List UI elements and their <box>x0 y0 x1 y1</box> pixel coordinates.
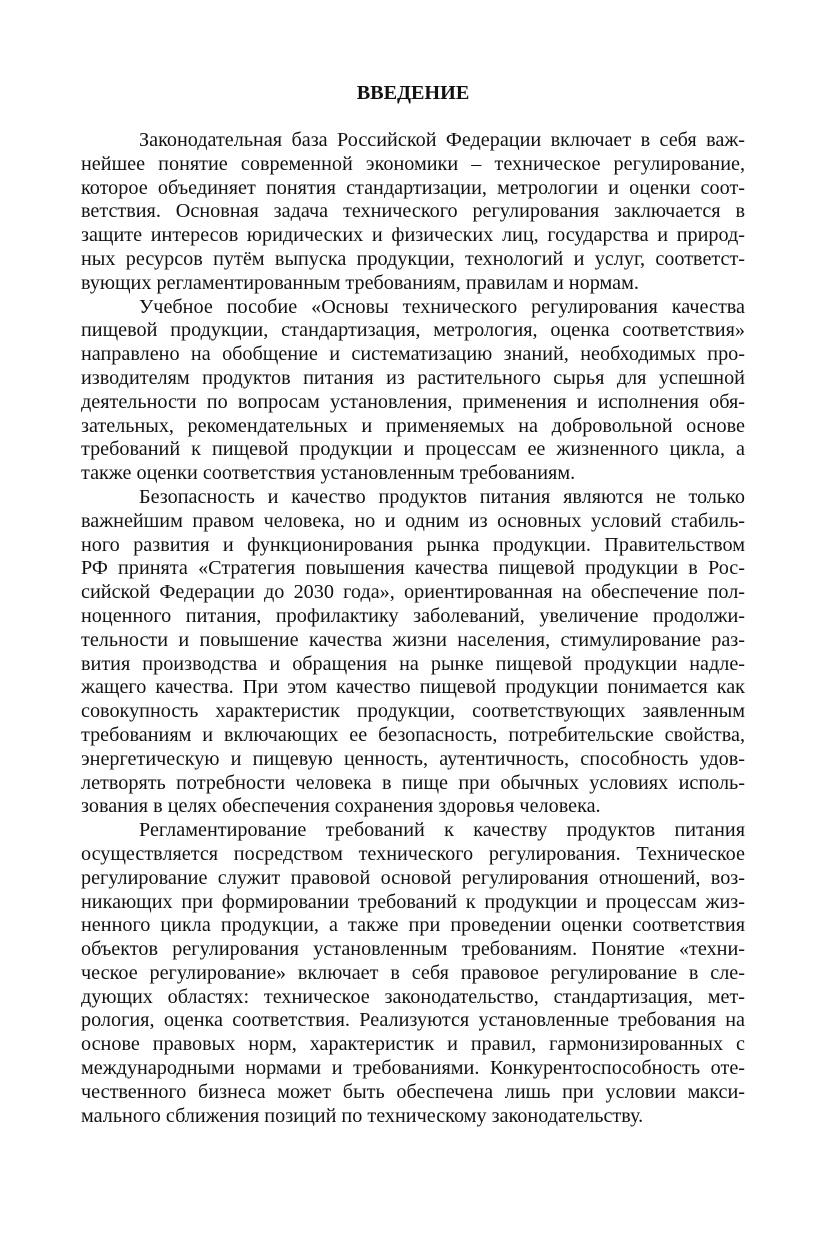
text-line: осуществляется посредством технического регулирования. Техническое <box>81 842 745 865</box>
document-body <box>81 129 745 1128</box>
text-line: мального сближения позиций по техническому законодательству. <box>81 1104 644 1127</box>
text-line: Безопасность и качество продуктов питания являются не только <box>139 485 745 508</box>
text-line: важнейшим правом человека, но и одним из основных условий стабиль- <box>81 509 745 532</box>
paragraph <box>81 296 745 486</box>
text-line: сийской Федерации до 2030 года», ориентированная на обеспечение пол- <box>81 581 745 604</box>
text-line: объектов регулирования установленным требованиям. Понятие «техни- <box>81 938 745 961</box>
text-line: никающих при формировании требований к продукции и процессам жиз- <box>81 890 745 913</box>
text-line: летворять потребности человека в пище при обычных условиях исполь- <box>81 771 745 794</box>
text-line: регулирование служит правовой основой регулирования отношений, воз- <box>81 866 745 889</box>
text-line: ноценного питания, профилактику заболеваний, увеличение продолжи- <box>81 604 745 627</box>
text-line: требований к пищевой продукции и процессам ее жизненного цикла, а <box>81 438 745 461</box>
text-line: рология, оценка соответствия. Реализуются установленные требования на <box>81 1009 745 1032</box>
text-line: основе правовых норм, характеристик и правил, гармонизированных с <box>81 1033 745 1056</box>
paragraph <box>81 819 745 1128</box>
text-line: которое объединяет понятия стандартизации, метрологии и оценки соот- <box>81 176 745 199</box>
text-line: ненного цикла продукции, а также при проведении оценки соответствия <box>81 914 745 937</box>
text-line: также оценки соответствия установленным требованиям. <box>81 462 576 485</box>
text-line: защите интересов юридических и физических лиц, государства и природ- <box>81 224 745 247</box>
text-line: зования в целях обеспечения сохранения здоровья человека. <box>81 795 601 818</box>
text-line: деятельности по вопросам установления, применения и исполнения обя- <box>81 390 745 413</box>
text-line: направлено на обобщение и систематизацию знаний, необходимых про- <box>81 343 745 366</box>
document-page <box>81 82 745 1128</box>
text-line: совокупность характеристик продукции, соответствующих заявленным <box>81 700 745 723</box>
text-line: вития производства и обращения на рынке пищевой продукции надле- <box>81 652 745 675</box>
paragraph <box>81 486 745 819</box>
text-line: РФ принята «Стратегия повышения качества пищевой продукции в Рос- <box>81 557 745 580</box>
text-line: Учебное пособие «Основы технического регулирования качества <box>139 295 745 318</box>
text-line: требованиям и включающих ее безопасность, потребительские свойства, <box>81 723 745 746</box>
text-line: международными нормами и требованиями. Конкурентоспособность оте- <box>81 1057 745 1080</box>
text-line: ветствия. Основная задача технического регулирования заключается в <box>81 200 745 223</box>
text-line: жащего качества. При этом качество пищевой продукции понимается как <box>81 676 745 699</box>
text-line: ных ресурсов путём выпуска продукции, технологий и услуг, соответст- <box>81 247 745 270</box>
text-line: зательных, рекомендательных и применяемых на добровольной основе <box>81 414 745 437</box>
paragraph <box>81 129 745 296</box>
text-line: тельности и повышение качества жизни населения, стимулирование раз- <box>81 628 745 651</box>
text-line: вующих регламентированным требованиям, правилам и нормам. <box>81 271 639 294</box>
text-line: чественного бизнеса может быть обеспечена лишь при условии макси- <box>81 1080 745 1103</box>
text-line: ного развития и функционирования рынка продукции. Правительством <box>81 533 745 556</box>
text-line: Законодательная база Российской Федерации включает в себя важ- <box>139 129 745 151</box>
text-line: пищевой продукции, стандартизация, метрология, оценка соответствия» <box>81 319 745 342</box>
text-line: изводителям продуктов питания из растительного сырья для успешной <box>81 366 745 389</box>
text-line: нейшее понятие современной экономики – техническое регулирование, <box>81 152 745 175</box>
page-title: ВВЕДЕНИЕ <box>356 82 470 104</box>
text-line: Регламентирование требований к качеству продуктов питания <box>139 819 745 842</box>
text-line: дующих областях: техническое законодательство, стандартизация, мет- <box>81 985 745 1008</box>
text-line: ческое регулирование» включает в себя правовое регулирование в сле- <box>81 961 745 984</box>
text-line: энергетическую и пищевую ценность, аутентичность, способность удов- <box>81 747 745 770</box>
